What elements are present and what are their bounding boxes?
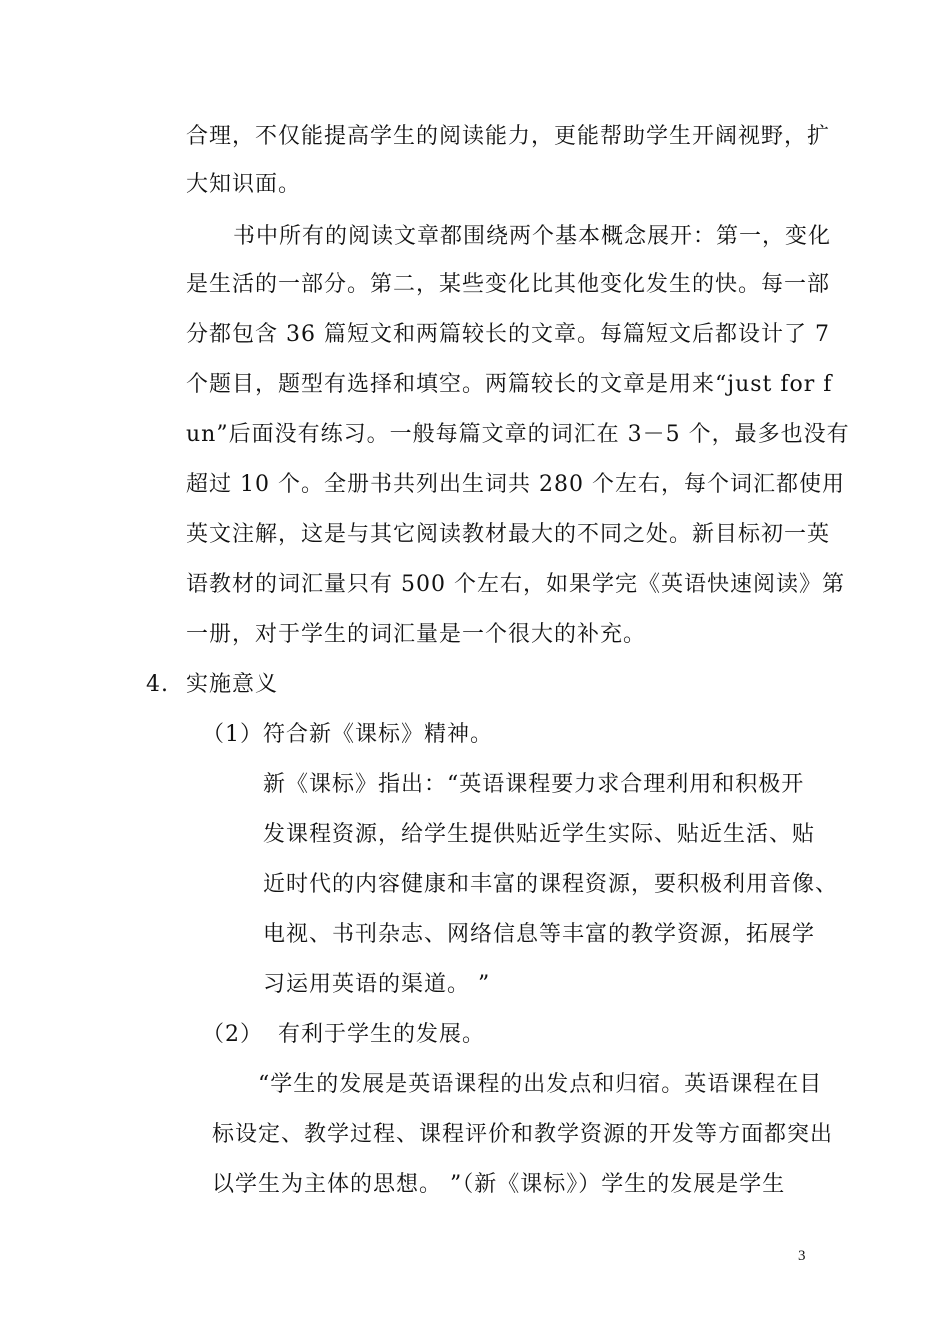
paragraph-line: 超过 10 个。全册书共列出生词共 280 个左右，每个词汇都使用 xyxy=(186,472,845,497)
section-number: 4. xyxy=(146,672,169,697)
paragraph-line: 个题目，题型有选择和填空。两篇较长的文章是用来“just for f xyxy=(186,372,833,397)
quote-line: 新《课标》指出：“英语课程要力求合理利用和积极开 xyxy=(263,772,805,797)
page-number: 3 xyxy=(798,1248,806,1264)
paragraph-line: 是生活的一部分。第二，某些变化比其他变化发生的快。每一部 xyxy=(186,272,831,297)
quote-line: 发课程资源，给学生提供贴近学生实际、贴近生活、贴 xyxy=(263,822,816,847)
section-title: 实施意义 xyxy=(186,672,279,697)
quote-line: 电视、书刊杂志、网络信息等丰富的教学资源，拓展学 xyxy=(263,922,816,947)
subsection-number: （1） xyxy=(202,722,263,747)
subsection-title: 有利于学生的发展。 xyxy=(278,1022,486,1047)
paragraph-line: 合理，不仅能提高学生的阅读能力，更能帮助学生开阔视野，扩 xyxy=(186,124,831,149)
paragraph-line: 书中所有的阅读文章都围绕两个基本概念展开：第一，变化 xyxy=(233,224,832,249)
quote-line: “学生的发展是英语课程的出发点和归宿。英语课程在目 xyxy=(258,1072,823,1097)
paragraph-line: 一册，对于学生的词汇量是一个很大的补充。 xyxy=(186,622,647,647)
paragraph-line: 大知识面。 xyxy=(186,172,302,197)
paragraph-line: 英文注解，这是与其它阅读教材最大的不同之处。新目标初一英 xyxy=(186,522,831,547)
quote-line: 标设定、教学过程、课程评价和教学资源的开发等方面都突出 xyxy=(212,1122,834,1147)
quote-line: 近时代的内容健康和丰富的课程资源，要积极利用音像、 xyxy=(263,872,839,897)
quote-line: 习运用英语的渠道。 ” xyxy=(263,972,491,997)
quote-line: 以学生为主体的思想。 ”（新《课标》）学生的发展是学生 xyxy=(212,1172,786,1197)
subsection-number: （2） xyxy=(202,1022,263,1047)
paragraph-line: 语教材的词汇量只有 500 个左右，如果学完《英语快速阅读》第 xyxy=(186,572,845,597)
paragraph-line: 分都包含 36 篇短文和两篇较长的文章。每篇短文后都设计了 7 xyxy=(186,322,830,347)
subsection-title: 符合新《课标》精神。 xyxy=(263,722,494,747)
paragraph-line: un”后面没有练习。一般每篇文章的词汇在 3－5 个，最多也没有 xyxy=(186,422,850,447)
